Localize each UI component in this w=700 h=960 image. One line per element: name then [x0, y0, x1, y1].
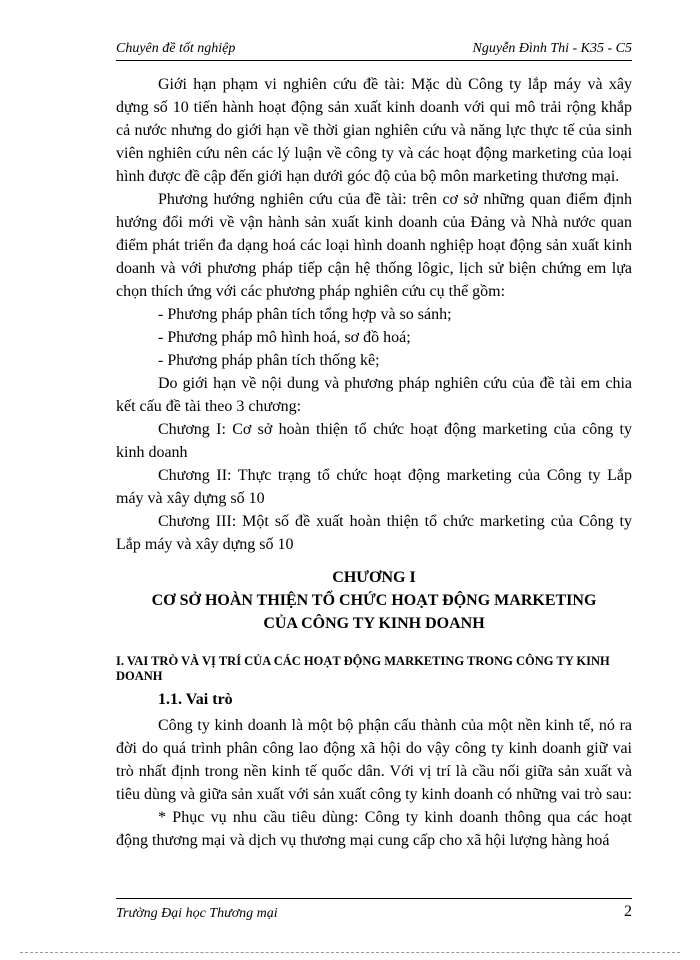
method-item: - Phương pháp phân tích thống kê; — [158, 352, 380, 369]
paragraph-direction: Phương hướng nghiên cứu của đề tài: trên cơ sở những quan điểm định hướng đổi mới về vận hành sản xuất kinh doanh của Đảng và Nhà nước quan điểm phát triển đa dạng hoá các loại hình doanh nghiệp hoạt động sản xuất kinh doanh và với phương pháp tiếp cận hệ thống lôgic, lịch sử biện chứng em lựa chọn thích ứng với các phương pháp nghiên cứu cụ thể gồm: — [116, 191, 632, 300]
subsection-heading: 1.1. Vai trò — [158, 691, 233, 708]
chapter-number: CHƯƠNG I — [332, 569, 416, 586]
chapter-outline-item: Chương III: Một số đề xuất hoàn thiện tổ chức marketing của Công ty Lắp máy và xây dựng số 10 — [116, 513, 632, 553]
chapter-heading — [116, 566, 632, 635]
method-item: - Phương pháp mô hình hoá, sơ đồ hoá; — [158, 329, 411, 346]
paragraph-role: Công ty kinh doanh là một bộ phận cấu thành của một nền kinh tế, nó ra đời do quá trình phân công lao động xã hội do vậy công ty kinh doanh giữ vai trò nhất định trong nền kinh tế quốc dân. Với vị trí là cầu nối giữa sản xuất và tiêu dùng và giữa sản xuất với sản xuất công ty kinh doanh có những vai trò sau: — [116, 717, 632, 803]
chapter-outline-item: Chương I: Cơ sở hoàn thiện tổ chức hoạt động marketing của công ty kinh doanh — [116, 421, 632, 461]
chapter-outline-item: Chương II: Thực trạng tổ chức hoạt động marketing của Công ty Lắp máy và xây dựng số 10 — [116, 467, 632, 507]
page-footer — [116, 898, 632, 921]
chapter-title-line2: CỦA CÔNG TY KINH DOANH — [263, 615, 485, 632]
paragraph-scope: Giới hạn phạm vi nghiên cứu đề tài: Mặc dù Công ty lắp máy và xây dựng số 10 tiến hành hoạt động sản xuất kinh doanh với qui mô trải rộng khắp cả nước nhưng do giới hạn về thời gian nghiên cứu và năng lực thực tế của sinh viên nghiên cứu nên các lý luận về công ty và các hoạt động marketing của loại hình được đề cập đến giới hạn dưới góc độ của bộ môn marketing thương mại. — [116, 76, 632, 185]
section-heading: I. VAI TRÒ VÀ VỊ TRÍ CỦA CÁC HOẠT ĐỘNG MARKETING TRONG CÔNG TY KINH DOANH — [116, 654, 610, 683]
page-header — [116, 40, 632, 61]
footer-institution: Trường Đại học Thương mại — [116, 906, 278, 921]
intro-text — [116, 73, 632, 556]
header-title: Chuyên đề tốt nghiệp — [116, 41, 236, 56]
page-number: 2 — [624, 903, 632, 920]
chapter-title-line1: CƠ SỞ HOÀN THIỆN TỔ CHỨC HOẠT ĐỘNG MARKETING — [151, 592, 597, 609]
paragraph-structure: Do giới hạn về nội dung và phương pháp nghiên cứu của đề tài em chia kết cấu đề tài theo 3 chương: — [116, 375, 632, 415]
header-author: Nguyễn Đình Thi - K35 - C5 — [472, 41, 632, 56]
page-break-line — [20, 952, 680, 953]
section-text — [116, 714, 632, 852]
paragraph-consumption: * Phục vụ nhu cầu tiêu dùng: Công ty kinh doanh thông qua các hoạt động thương mại và dịch vụ thương mại cung cấp cho xã hội lượng hàng hoá — [116, 809, 632, 849]
method-item: - Phương pháp phân tích tổng hợp và so sánh; — [158, 306, 452, 323]
